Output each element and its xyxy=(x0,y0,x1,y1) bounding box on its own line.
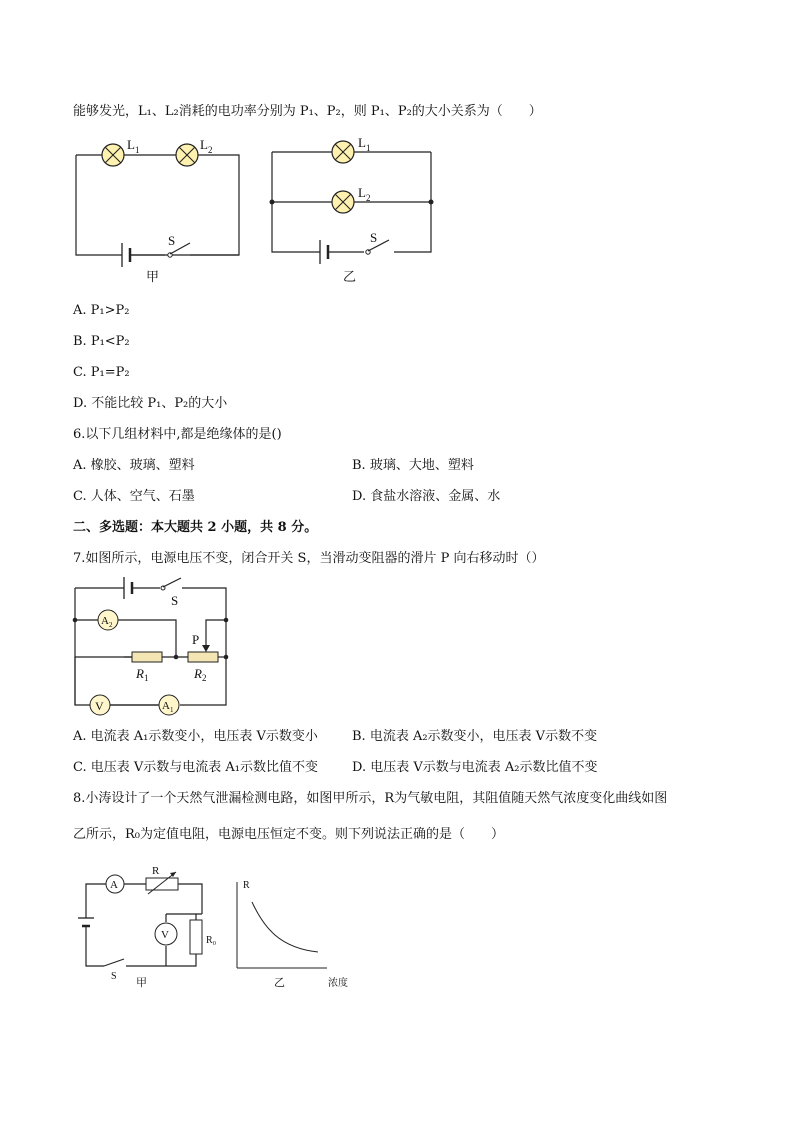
q8-stem-line2: 乙所示，R₀为定值电阻，电源电压恒定不变。则下列说法正确的是（ ） xyxy=(73,827,504,842)
resistance-curve xyxy=(252,902,318,952)
q5-option-d: D. 不能比较 P₁、P₂的大小 xyxy=(73,396,228,411)
q5-figure-jia xyxy=(70,135,245,285)
lamp-L2 xyxy=(332,191,354,213)
label-L1: $L_1$ xyxy=(358,135,371,153)
figure-caption-jia: 甲 xyxy=(146,269,160,284)
q7-option-a: A. 电流表 A₁示数变小，电压表 V示数变小 xyxy=(73,729,318,744)
lamp-L1 xyxy=(332,141,354,163)
junction-mid xyxy=(174,655,179,660)
figure-caption-yi: 乙 xyxy=(274,977,285,989)
label-L1: $L_1$ xyxy=(127,137,140,155)
label-R2: $R_2$ xyxy=(194,666,207,683)
resistor-R1 xyxy=(132,652,162,662)
q8-figure-yi xyxy=(232,870,357,990)
q5-stem: 能够发光，L₁、L₂消耗的电功率分别为 P₁、P₂，则 P₁、P₂的大小关系为（ ） xyxy=(73,104,542,119)
q6-option-d: D. 食盐水溶液、金属、水 xyxy=(352,489,501,504)
switch-blade xyxy=(104,959,124,966)
section-heading-multiple-choice: 二、多选题：本大题共 2 小题，共 8 分。 xyxy=(73,520,318,535)
q6-stem: 6.以下几组材料中,都是绝缘体的是() xyxy=(73,427,282,442)
q7-option-b: B. 电流表 A₂示数变小，电压表 V示数不变 xyxy=(352,729,598,744)
q8-figure-jia xyxy=(76,866,216,991)
label-A2: $A_2$ xyxy=(101,615,113,629)
q7-stem: 7.如图所示，电源电压不变，闭合开关 S，当滑动变阻器的滑片 P 向右移动时（） xyxy=(73,551,545,566)
label-R0: R₀ xyxy=(206,935,217,946)
junction-right-top xyxy=(224,618,229,623)
junction-right-mid xyxy=(224,655,229,660)
q8-stem-line1: 8.小涛设计了一个天然气泄漏检测电路，如图甲所示，R为气敏电阻，其阻值随天然气浓度变化曲线如图 xyxy=(73,791,668,806)
label-A1: $A_1$ xyxy=(162,700,174,714)
y-axis-label: R xyxy=(243,880,250,891)
q5-figure-yi xyxy=(268,135,438,285)
q6-option-c: C. 人体、空气、石墨 xyxy=(73,489,195,504)
x-axis-label: 浓度 xyxy=(328,978,348,989)
label-switch: S xyxy=(171,593,179,608)
q7-option-c: C. 电压表 V示数与电流表 A₁示数比值不变 xyxy=(73,760,319,775)
q7-figure xyxy=(68,575,233,720)
label-V: V xyxy=(95,699,104,713)
slider-arrow-icon xyxy=(202,645,210,652)
label-sensor-R: R xyxy=(152,865,160,877)
q5-option-a: A. P₁>P₂ xyxy=(73,303,130,318)
junction-left xyxy=(270,200,275,205)
figure-caption-jia: 甲 xyxy=(136,977,147,989)
q5-option-c: C. P₁=P₂ xyxy=(73,365,130,380)
lamp-L2 xyxy=(176,144,198,166)
label-L2: $L_2$ xyxy=(358,185,371,203)
label-L2: $L_2$ xyxy=(200,137,213,155)
q6-option-b: B. 玻璃、大地、塑料 xyxy=(352,458,474,473)
label-switch: S xyxy=(168,233,176,248)
junction-left-top xyxy=(73,618,78,623)
label-ammeter: A xyxy=(110,879,118,891)
q7-option-d: D. 电压表 V示数与电流表 A₂示数比值不变 xyxy=(352,760,598,775)
figure-caption-yi: 乙 xyxy=(343,269,357,284)
resistor-R0 xyxy=(190,920,202,954)
gas-sensor-resistor xyxy=(146,878,178,890)
label-switch: S xyxy=(111,971,117,982)
q6-option-a: A. 橡胶、玻璃、塑料 xyxy=(73,458,195,473)
q5-option-b: B. P₁<P₂ xyxy=(73,334,130,349)
label-switch: S xyxy=(370,230,378,245)
label-R1: $R_1$ xyxy=(136,666,149,683)
label-slider-P: P xyxy=(192,632,200,647)
lamp-L1 xyxy=(102,144,124,166)
label-V: V xyxy=(161,929,169,941)
resistor-R2 xyxy=(188,652,218,662)
junction-right xyxy=(429,200,434,205)
